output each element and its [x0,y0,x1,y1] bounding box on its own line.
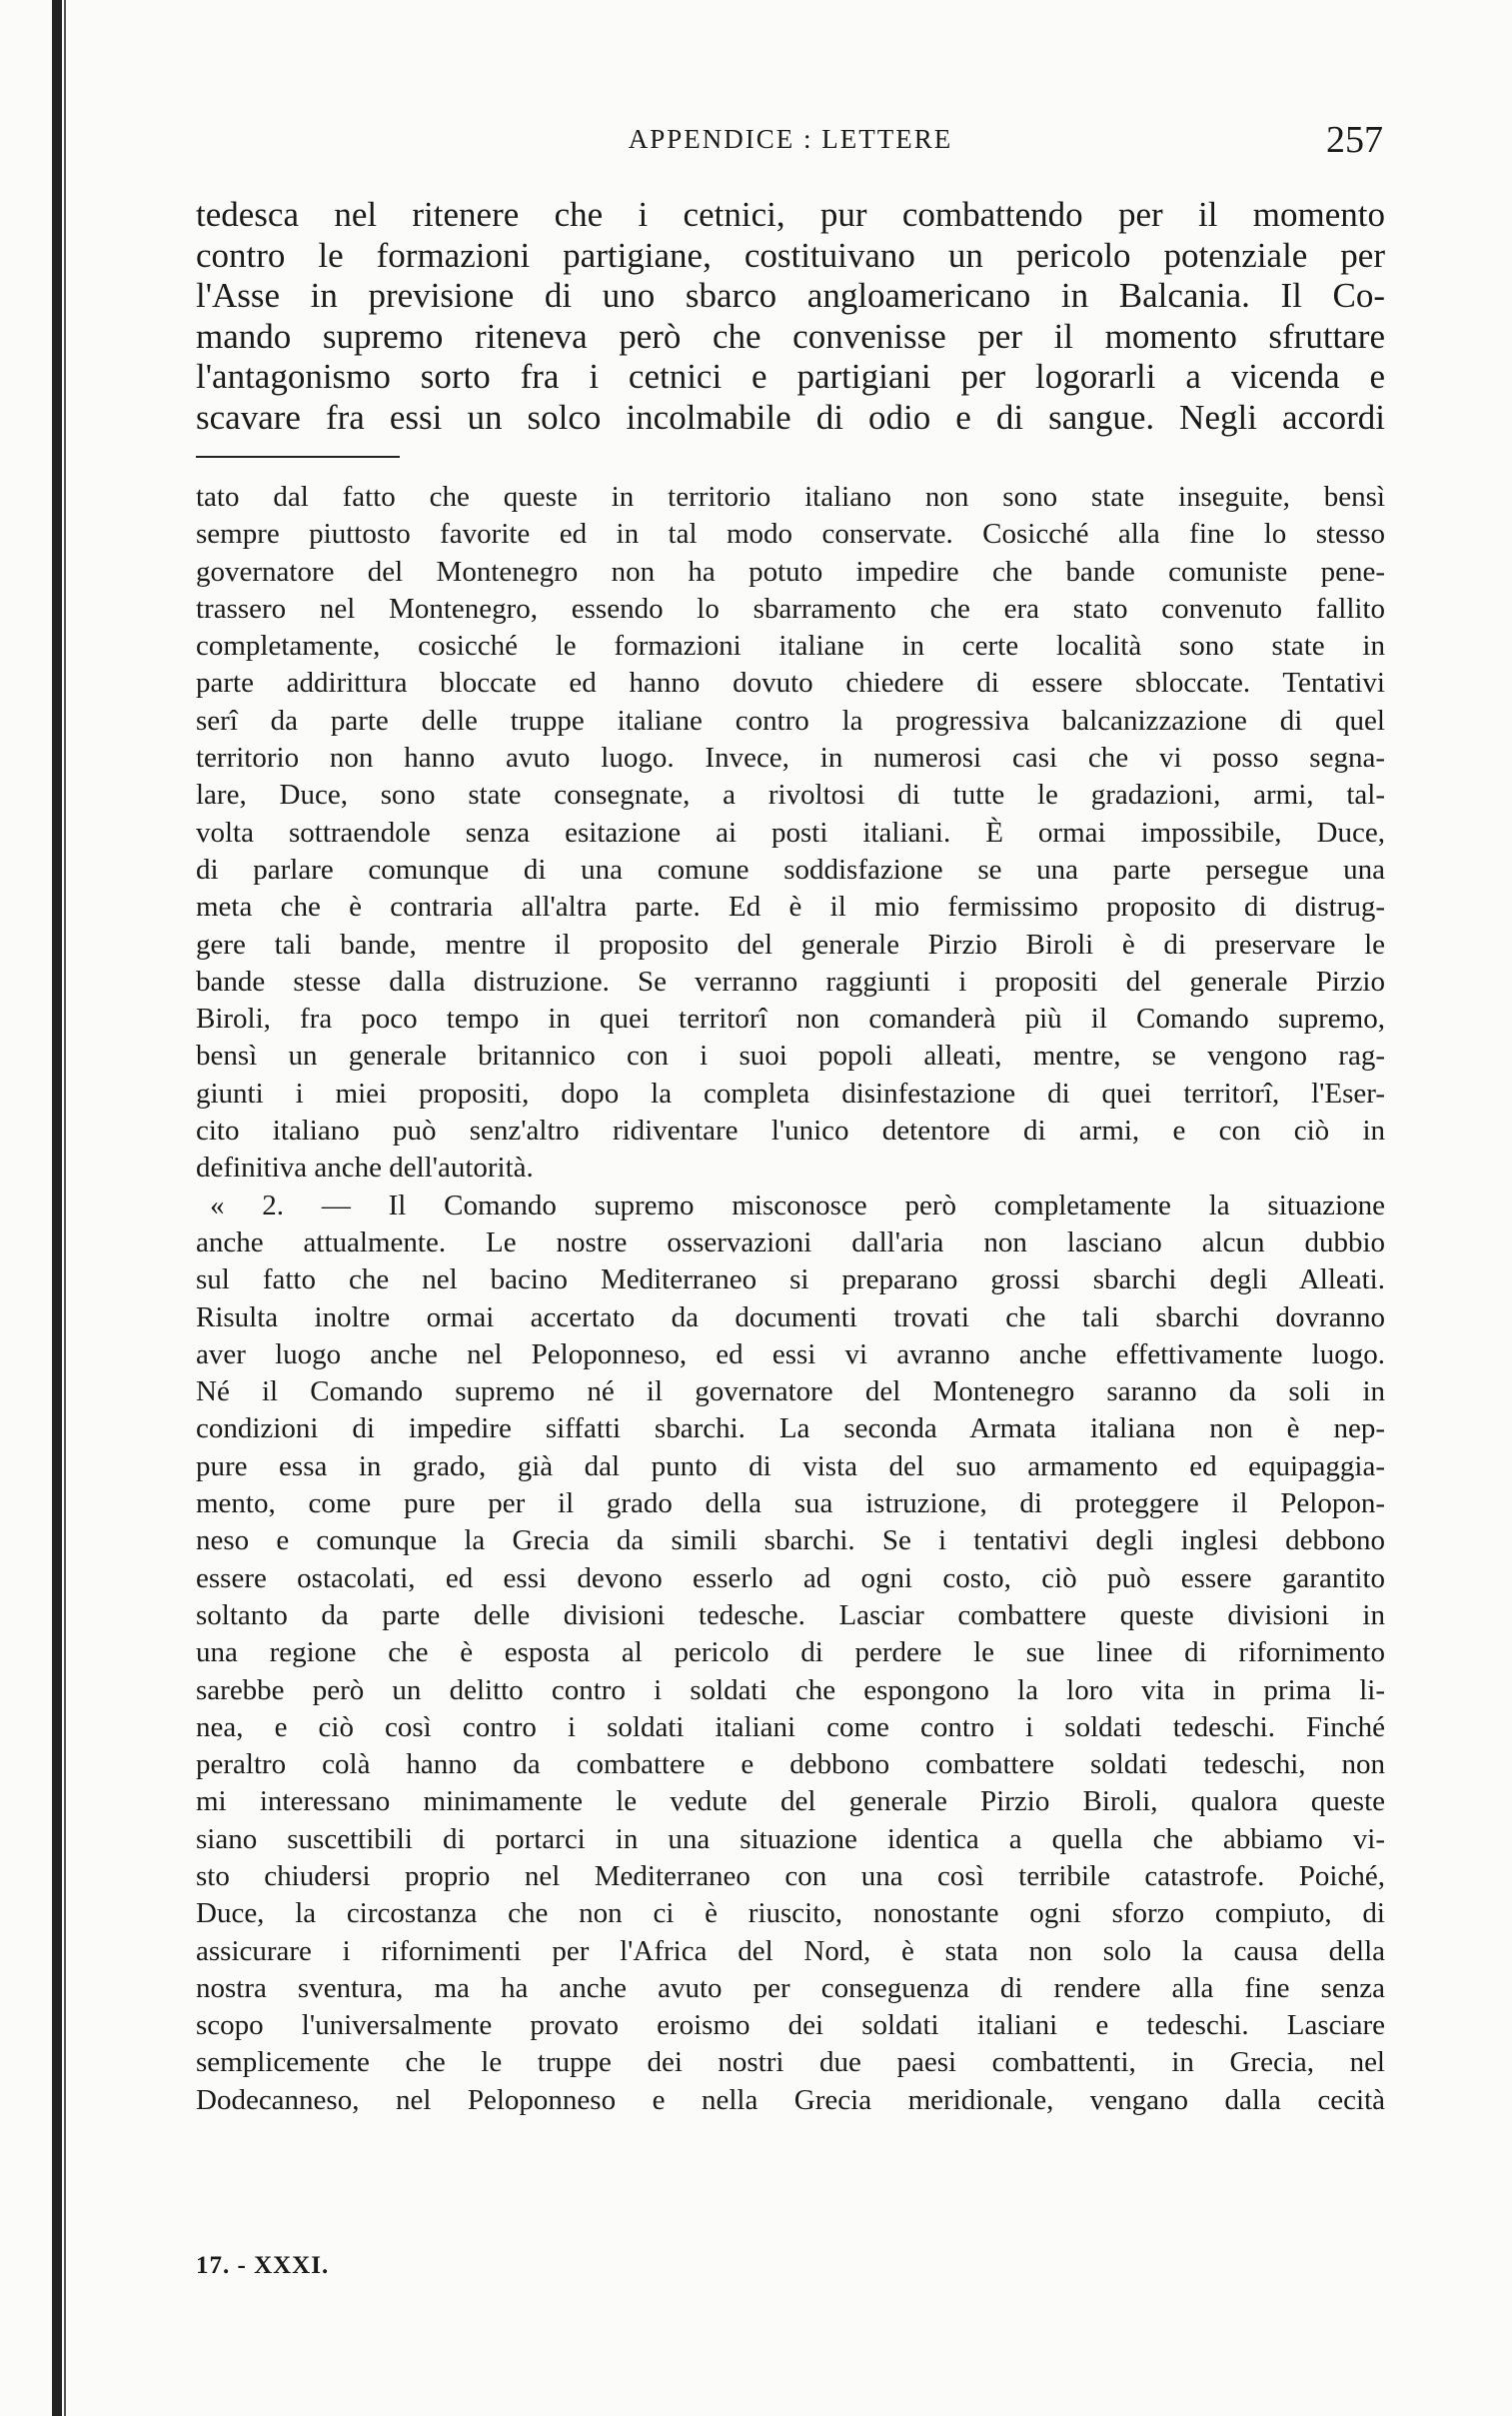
footnote-line: condizioni di impedire siffatti sbarchi. La seconda Armata italiana non è nep- [196,1412,1385,1445]
footnote-line: sul fatto che nel bacino Mediterraneo si preparano grossi sbarchi degli Alleati. [196,1263,1385,1296]
footnote-line: governatore del Montenegro non ha potuto impedire che bande comuniste pene- [196,555,1385,588]
footnote-line: sto chiudersi proprio nel Mediterraneo con una così terribile catastrofe. Poiché, [196,1859,1385,1892]
main-text-line: l'antagonismo sorto fra i cetnici e partigiani per logorarli a vicenda e [196,357,1385,397]
footnote-line: mi interessano minimamente le vedute del generale Pirzio Biroli, qualora queste [196,1785,1385,1818]
footnote-line: semplicemente che le truppe dei nostri due paesi combattenti, in Grecia, nel [196,2046,1385,2079]
footnote-line: soltanto da parte delle divisioni tedesche. Lasciar combattere queste divisioni in [196,1598,1385,1631]
main-text [196,195,1385,439]
signature-mark: 17. - XXXI. [196,2252,330,2279]
binding-edge [52,0,62,2416]
footnote-line: scopo l'universalmente provato eroismo dei soldati italiani e tedeschi. Lasciare [196,2009,1385,2042]
footnote-line: Risulta inoltre ormai accertato da documenti trovati che tali sbarchi dovranno [196,1300,1385,1333]
footnote [196,479,1385,2119]
footnote-line: essere ostacolati, ed essi devono esserlo ad ogni costo, ciò può essere garantito [196,1561,1385,1594]
footnote-line: trassero nel Montenegro, essendo lo sbarramento che era stato convenuto fallito [196,592,1385,625]
main-text-line: tedesca nel ritenere che i cetnici, pur combattendo per il momento [196,195,1385,234]
footnote-line: meta che è contraria all'altra parte. Ed è il mio fermissimo proposito di distrug- [196,891,1385,924]
footnote-line: nea, e ciò così contro i soldati italiani come contro i soldati tedeschi. Finché [196,1710,1385,1743]
footnote-line: gere tali bande, mentre il proposito del generale Pirzio Biroli è di preservare le [196,928,1385,961]
footnote-line: volta sottraendole senza esitazione ai posti italiani. È ormai impossibile, Duce, [196,816,1385,849]
page-number: 257 [1326,119,1383,161]
footnote-line: territorio non hanno avuto luogo. Invece, in numerosi casi che vi posso segna- [196,742,1385,775]
footnote-line: « 2. — Il Comando supremo misconosce però completamente la situazione [210,1189,1385,1221]
main-text-line: scavare fra essi un solco incolmabile di odio e di sangue. Negli accordi [196,397,1385,437]
main-text-line: contro le formazioni partigiane, costituivano un pericolo potenziale per [196,235,1385,275]
footnote-line: peraltro colà hanno da combattere e debbono combattere soldati tedeschi, non [196,1748,1385,1781]
footnote-line: anche attualmente. Le nostre osservazioni dall'aria non lasciano alcun dubbio [196,1225,1385,1258]
footnote-line: serî da parte delle truppe italiane contro la progressiva balcanizzazione di quel [196,704,1385,737]
footnote-line: siano suscettibili di portarci in una situazione identica a quella che abbiamo vi- [196,1822,1385,1855]
footnote-line: completamente, cosicché le formazioni italiane in certe località sono state in [196,630,1385,663]
footnote-line: sempre piuttosto favorite ed in tal modo conservate. Cosicché alla fine lo stesso [196,518,1385,551]
footnote-line: Né il Comando supremo né il governatore del Montenegro saranno da soli in [196,1375,1385,1408]
footnote-line: cito italiano può senz'altro ridiventare l'unico detentore di armi, e con ciò in [196,1115,1385,1148]
footnote-line: mento, come pure per il grado della sua istruzione, di proteggere il Pelopon- [196,1487,1385,1520]
footnote-line: di parlare comunque di una comune soddisfazione se una parte persegue una [196,853,1385,886]
footnote-line: assicurare i rifornimenti per l'Africa del Nord, è stata non solo la causa della [196,1934,1385,1967]
footnote-line: Biroli, fra poco tempo in quei territorî non comanderà più il Comando supremo, [196,1003,1385,1036]
footnote-line: neso e comunque la Grecia da simili sbarchi. Se i tentativi degli inglesi debbono [196,1524,1385,1557]
footnote-line: aver luogo anche nel Peloponneso, ed essi vi avranno anche effettivamente luogo. [196,1337,1385,1370]
running-title: APPENDICE : LETTERE [628,124,953,154]
main-text-line: mando supremo riteneva però che convenisse per il momento sfruttare [196,316,1385,356]
binding-edge-line [64,0,66,2416]
footnote-line: nostra sventura, ma ha anche avuto per conseguenza di rendere alla fine senza [196,1971,1385,2004]
footnote-line: definitiva anche dell'autorità. [196,1152,534,1185]
running-head [196,118,1385,168]
footnote-line: bande stesse dalla distruzione. Se verranno raggiunti i propositi del generale Pirzio [196,965,1385,998]
footnote-line: Dodecanneso, nel Peloponneso e nella Grecia meridionale, vengano dalla cecità [196,2083,1385,2116]
footnote-line: Duce, la circostanza che non ci è riuscito, nonostante ogni sforzo compiuto, di [196,1897,1385,1930]
footnote-line: parte addirittura bloccate ed hanno dovuto chiedere di essere sbloccate. Tentativi [196,667,1385,700]
footnote-line: tato dal fatto che queste in territorio italiano non sono state inseguite, bensì [196,481,1385,513]
footnote-line: sarebbe però un delitto contro i soldati che espongono la loro vita in prima li- [196,1673,1385,1706]
footnote-line: pure essa in grado, già dal punto di vista del suo armamento ed equipaggia- [196,1449,1385,1482]
footnote-line: una regione che è esposta al pericolo di perdere le sue linee di rifornimento [196,1636,1385,1669]
footnote-rule [196,456,400,458]
footnote-line: giunti i miei propositi, dopo la completa disinfestazione di quei territorî, l'Eser- [196,1077,1385,1110]
footnote-line: bensì un generale britannico con i suoi popoli alleati, mentre, se vengono rag- [196,1040,1385,1073]
main-text-line: l'Asse in previsione di uno sbarco angloamericano in Balcania. Il Co- [196,276,1385,316]
footnote-line: lare, Duce, sono state consegnate, a rivoltosi di tutte le gradazioni, armi, tal- [196,779,1385,812]
